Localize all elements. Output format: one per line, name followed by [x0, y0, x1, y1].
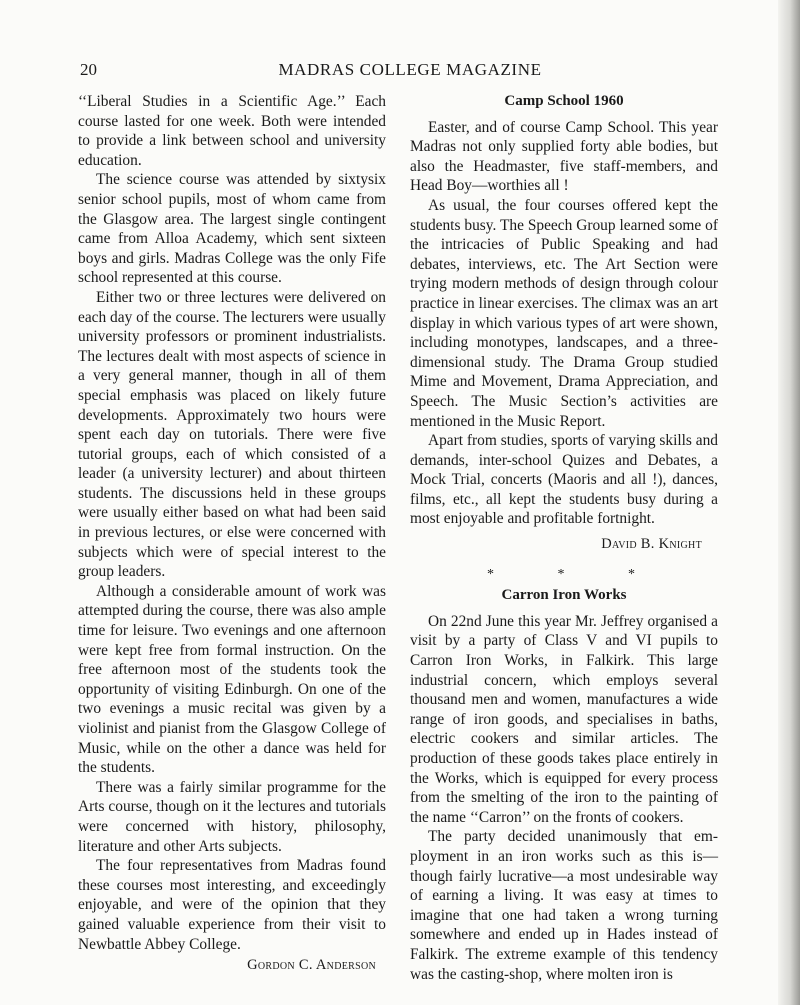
running-title: MADRAS COLLEGE MAGAZINE	[278, 60, 542, 79]
section-heading-carron-iron-works: Carron Iron Works	[501, 587, 627, 604]
page-number: 20	[80, 60, 97, 79]
section-heading-camp-school: Camp School 1960	[504, 93, 624, 109]
left-column	[78, 92, 386, 976]
paragraph: The party decided unanimously that employment in an iron works such as this is—though fairly lucrative—a most undesirable way of earning a living. It was easy at times to imagine that one had taken a wrong turning somewhere and ended up in Hades instead of Falkirk. The extreme example of this tendency was the casting-shop, where molten iron is	[410, 828, 718, 983]
page-edge-shadow	[778, 0, 800, 1005]
author-signature: Gordon C. Anderson	[247, 957, 376, 974]
paragraph: There was a fairly similar programme for the Arts course, though on it the lectures and tutorials were concerned with history, philosophy, literature and other Arts subjects.	[78, 778, 386, 855]
paragraph: Easter, and of course Camp School. This year Madras not only supplied forty able bodies, but also the Headmaster, five staff-members, and Head Boy—worthies all !	[410, 118, 718, 195]
author-signature: David B. Knight	[601, 536, 702, 553]
section-separator: * * *	[487, 566, 665, 582]
right-column	[410, 92, 718, 984]
paragraph: ‘‘Liberal Studies in a Scientific Age.’’ Each course lasted for one week. Both were intended to provide a link between school and university education.	[78, 93, 386, 169]
paragraph: On 22nd June this year Mr. Jeffrey organised a visit by a party of Class V and VI pupils to Carron Iron Works, in Falkirk. This large industrial concern, which employs several thousand men and women, manufactures a wide range of iron goods, and specialises in baths, electric cookers and similar articles. The production of these goods takes place entirely in the Works, which is equipped for every process from the smelting of the iron to the painting of the name ‘‘Carron’’ on the fronts of cookers.	[410, 612, 718, 826]
paragraph: Although a considerable amount of work was attempted during the course, there was also ample time for leisure. Two evenings and one afternoon were kept free from formal instruction. On the free afternoon most of the students took the opportunity of visiting Edinburgh. On one of the two evenings a music recital was given by a violinist and pianist from the Glasgow College of Music, while on the other a dance was held for the students.	[78, 582, 386, 777]
paragraph: Either two or three lectures were delivered on each day of the course. The lecturers were usually university professors or prominent industrialists. The lectures dealt with most aspects of science in a very general manner, though in all of them special emphasis was placed on likely future developments. Approximately two hours were spent each day on tutorials. There were five tutorial groups, each of which consisted of a leader (a university lecturer) and about thirteen students. The discussions held in these groups were usually either based on what had been said in previous lectures, or else were concerned with subjects which were of special interest to the group leaders.	[78, 288, 386, 581]
paragraph: The science course was attended by sixtysix senior school pupils, most of whom came from the Glasgow area. The largest single contingent came from Alloa Academy, which sent sixteen boys and girls. Madras College was the only Fife school represented at this course.	[78, 171, 386, 287]
paragraph: Apart from studies, sports of varying skills and demands, inter-school Quizes and Debates, a Mock Trial, concerts (Maoris and all !), dances, films, etc., all kept the students busy during a most enjoyable and profitable fortnight.	[410, 432, 718, 528]
paragraph: The four representatives from Madras found these courses most interesting, and exceedingly enjoyable, and were of the opinion that they gained valuable experience from their visit to Newbattle Abbey College.	[78, 857, 386, 953]
paragraph: As usual, the four courses offered kept the students busy. The Speech Group learned some of the intricacies of Public Speaking and had debates, interviews, etc. The Art Section were trying modern methods of design through colour practice in linear exercises. The climax was an art display in which various types of art were shown, including monotypes, landscapes, and a three-dimensional study. The Drama Group studied Mime and Movement, Drama Appreciation, and Speech. The Music Section’s activities are mentioned in the Music Report.	[410, 196, 718, 430]
